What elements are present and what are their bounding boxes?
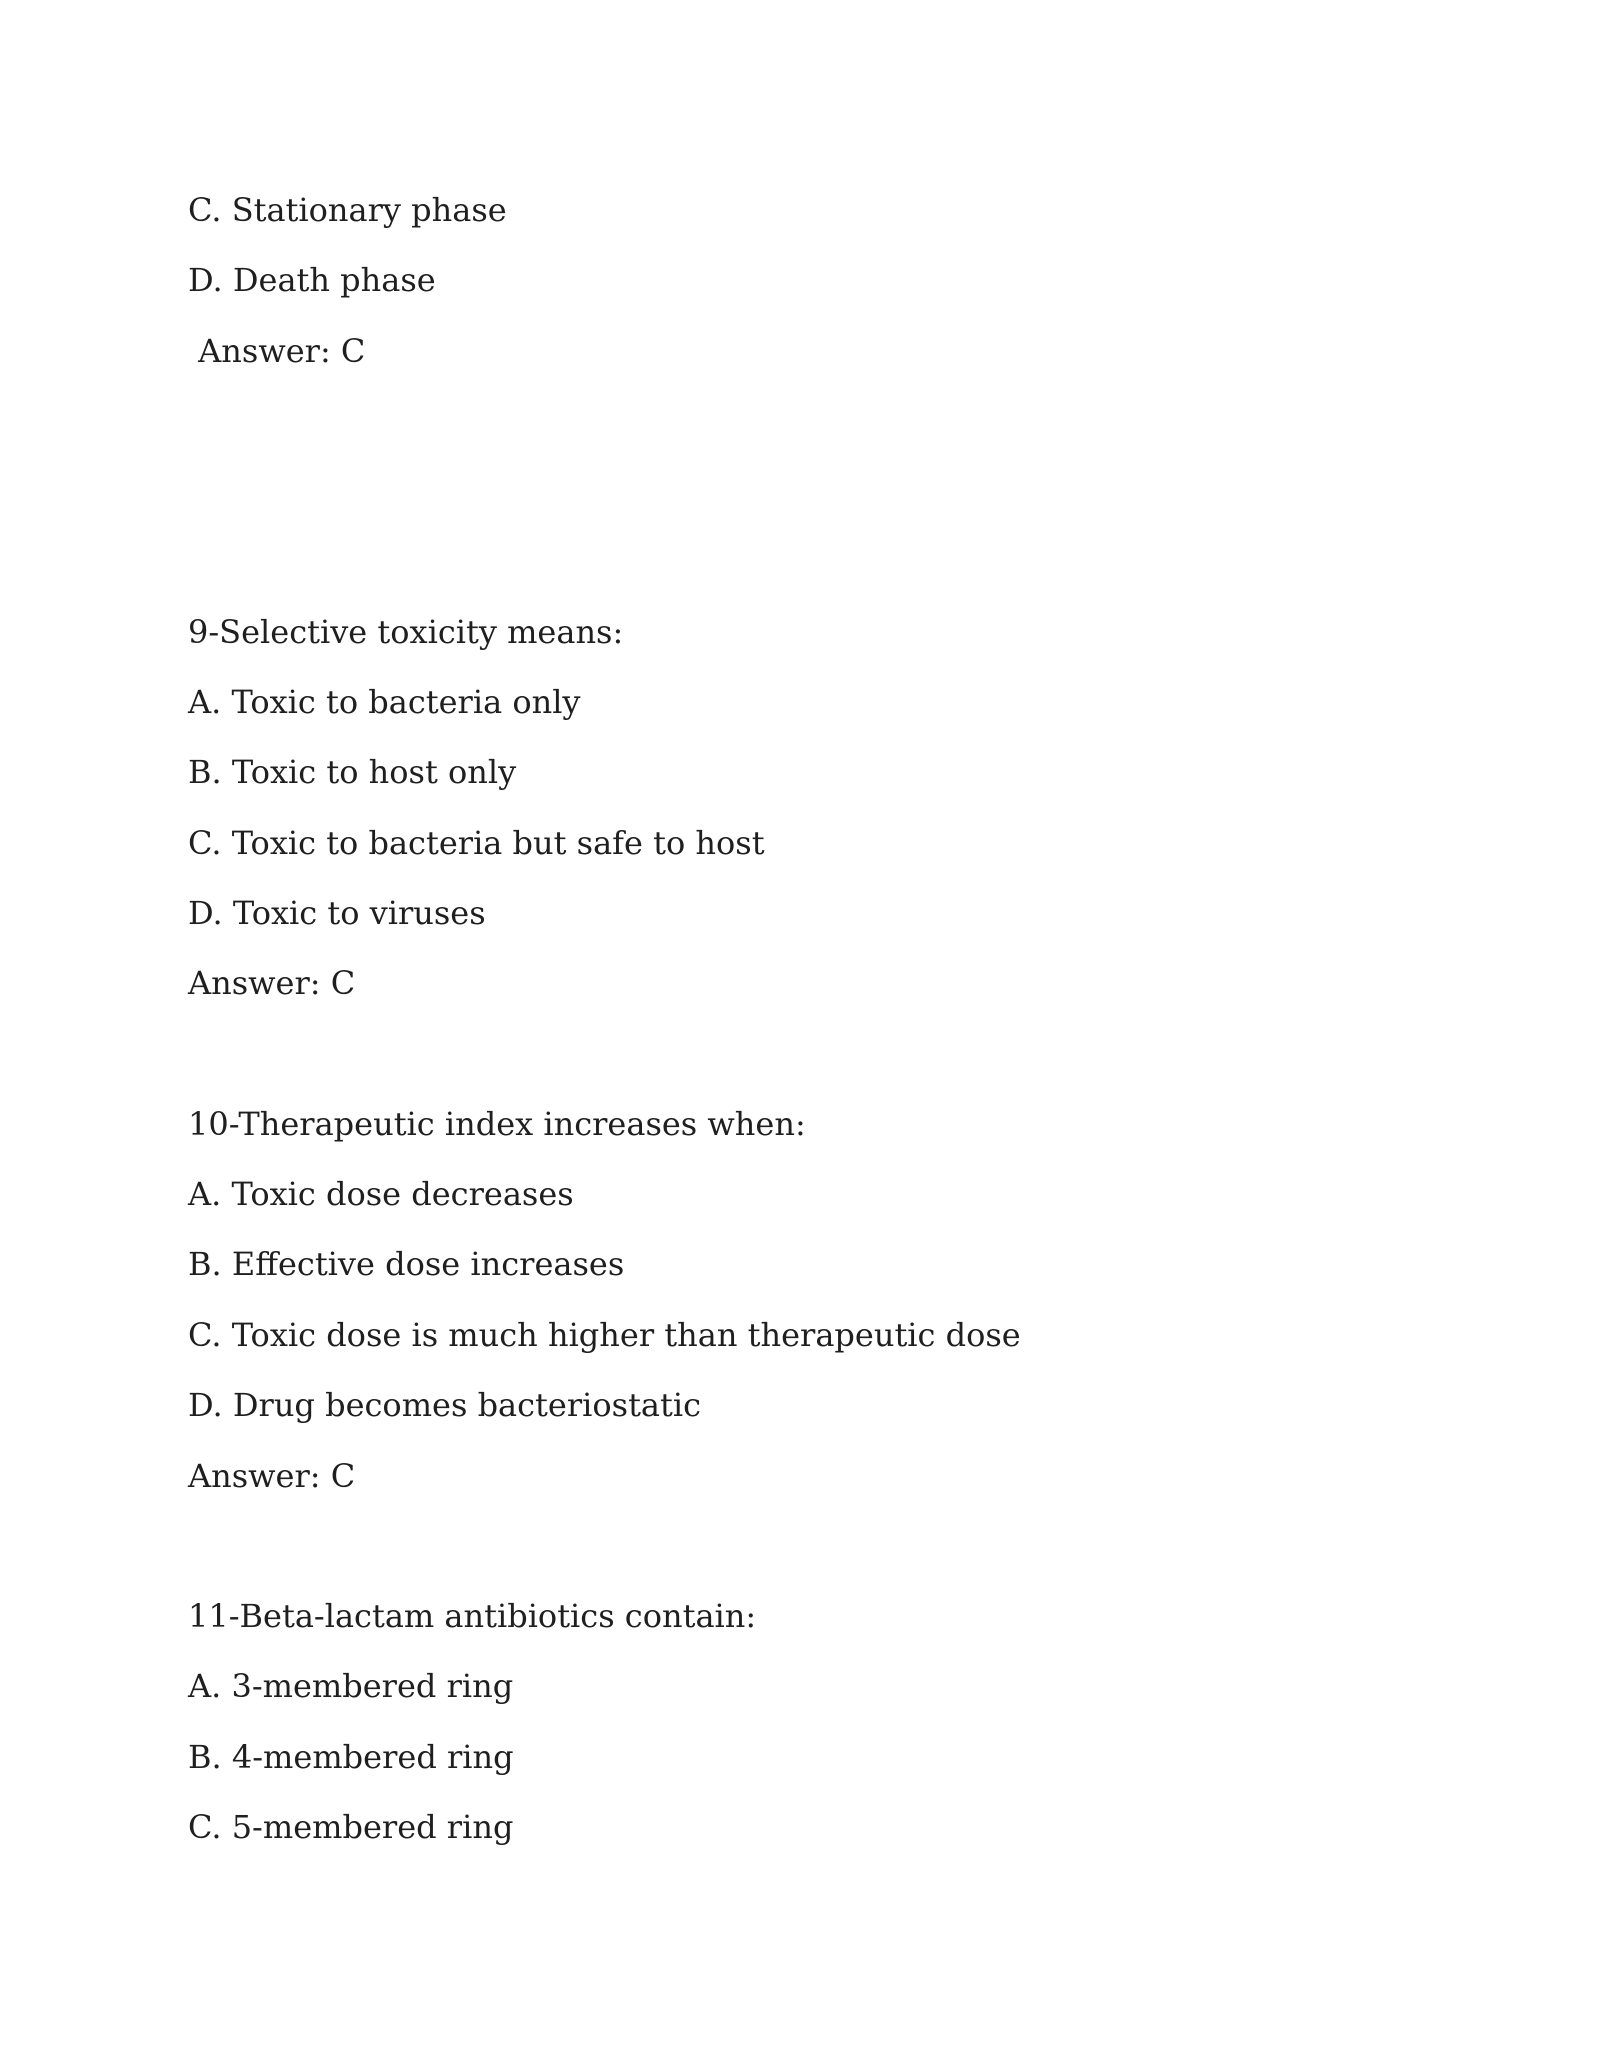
q8-option-c: C. Stationary phase <box>188 191 507 229</box>
q10-answer: Answer: C <box>188 1457 356 1495</box>
q9-question: 9-Selective toxicity means: <box>188 613 624 651</box>
q9-option-c: C. Toxic to bacteria but safe to host <box>188 824 765 862</box>
q11-option-c: C. 5-membered ring <box>188 1808 514 1846</box>
q10-option-b: B. Effective dose increases <box>188 1245 625 1283</box>
q9-option-a: A. Toxic to bacteria only <box>188 683 581 721</box>
q11-option-a: A. 3-membered ring <box>188 1667 514 1705</box>
q9-option-b: B. Toxic to host only <box>188 753 517 791</box>
q10-option-a: A. Toxic dose decreases <box>188 1175 574 1213</box>
q8-answer: Answer: C <box>188 332 366 370</box>
q9-option-d: D. Toxic to viruses <box>188 894 486 932</box>
q11-option-b: B. 4-membered ring <box>188 1738 514 1776</box>
q10-option-c: C. Toxic dose is much higher than therapeutic dose <box>188 1316 1021 1354</box>
q8-option-d: D. Death phase <box>188 261 436 299</box>
q11-question: 11-Beta-lactam antibiotics contain: <box>188 1597 757 1635</box>
q10-option-d: D. Drug becomes bacteriostatic <box>188 1386 702 1424</box>
q10-question: 10-Therapeutic index increases when: <box>188 1105 806 1143</box>
q9-answer: Answer: C <box>188 964 356 1002</box>
